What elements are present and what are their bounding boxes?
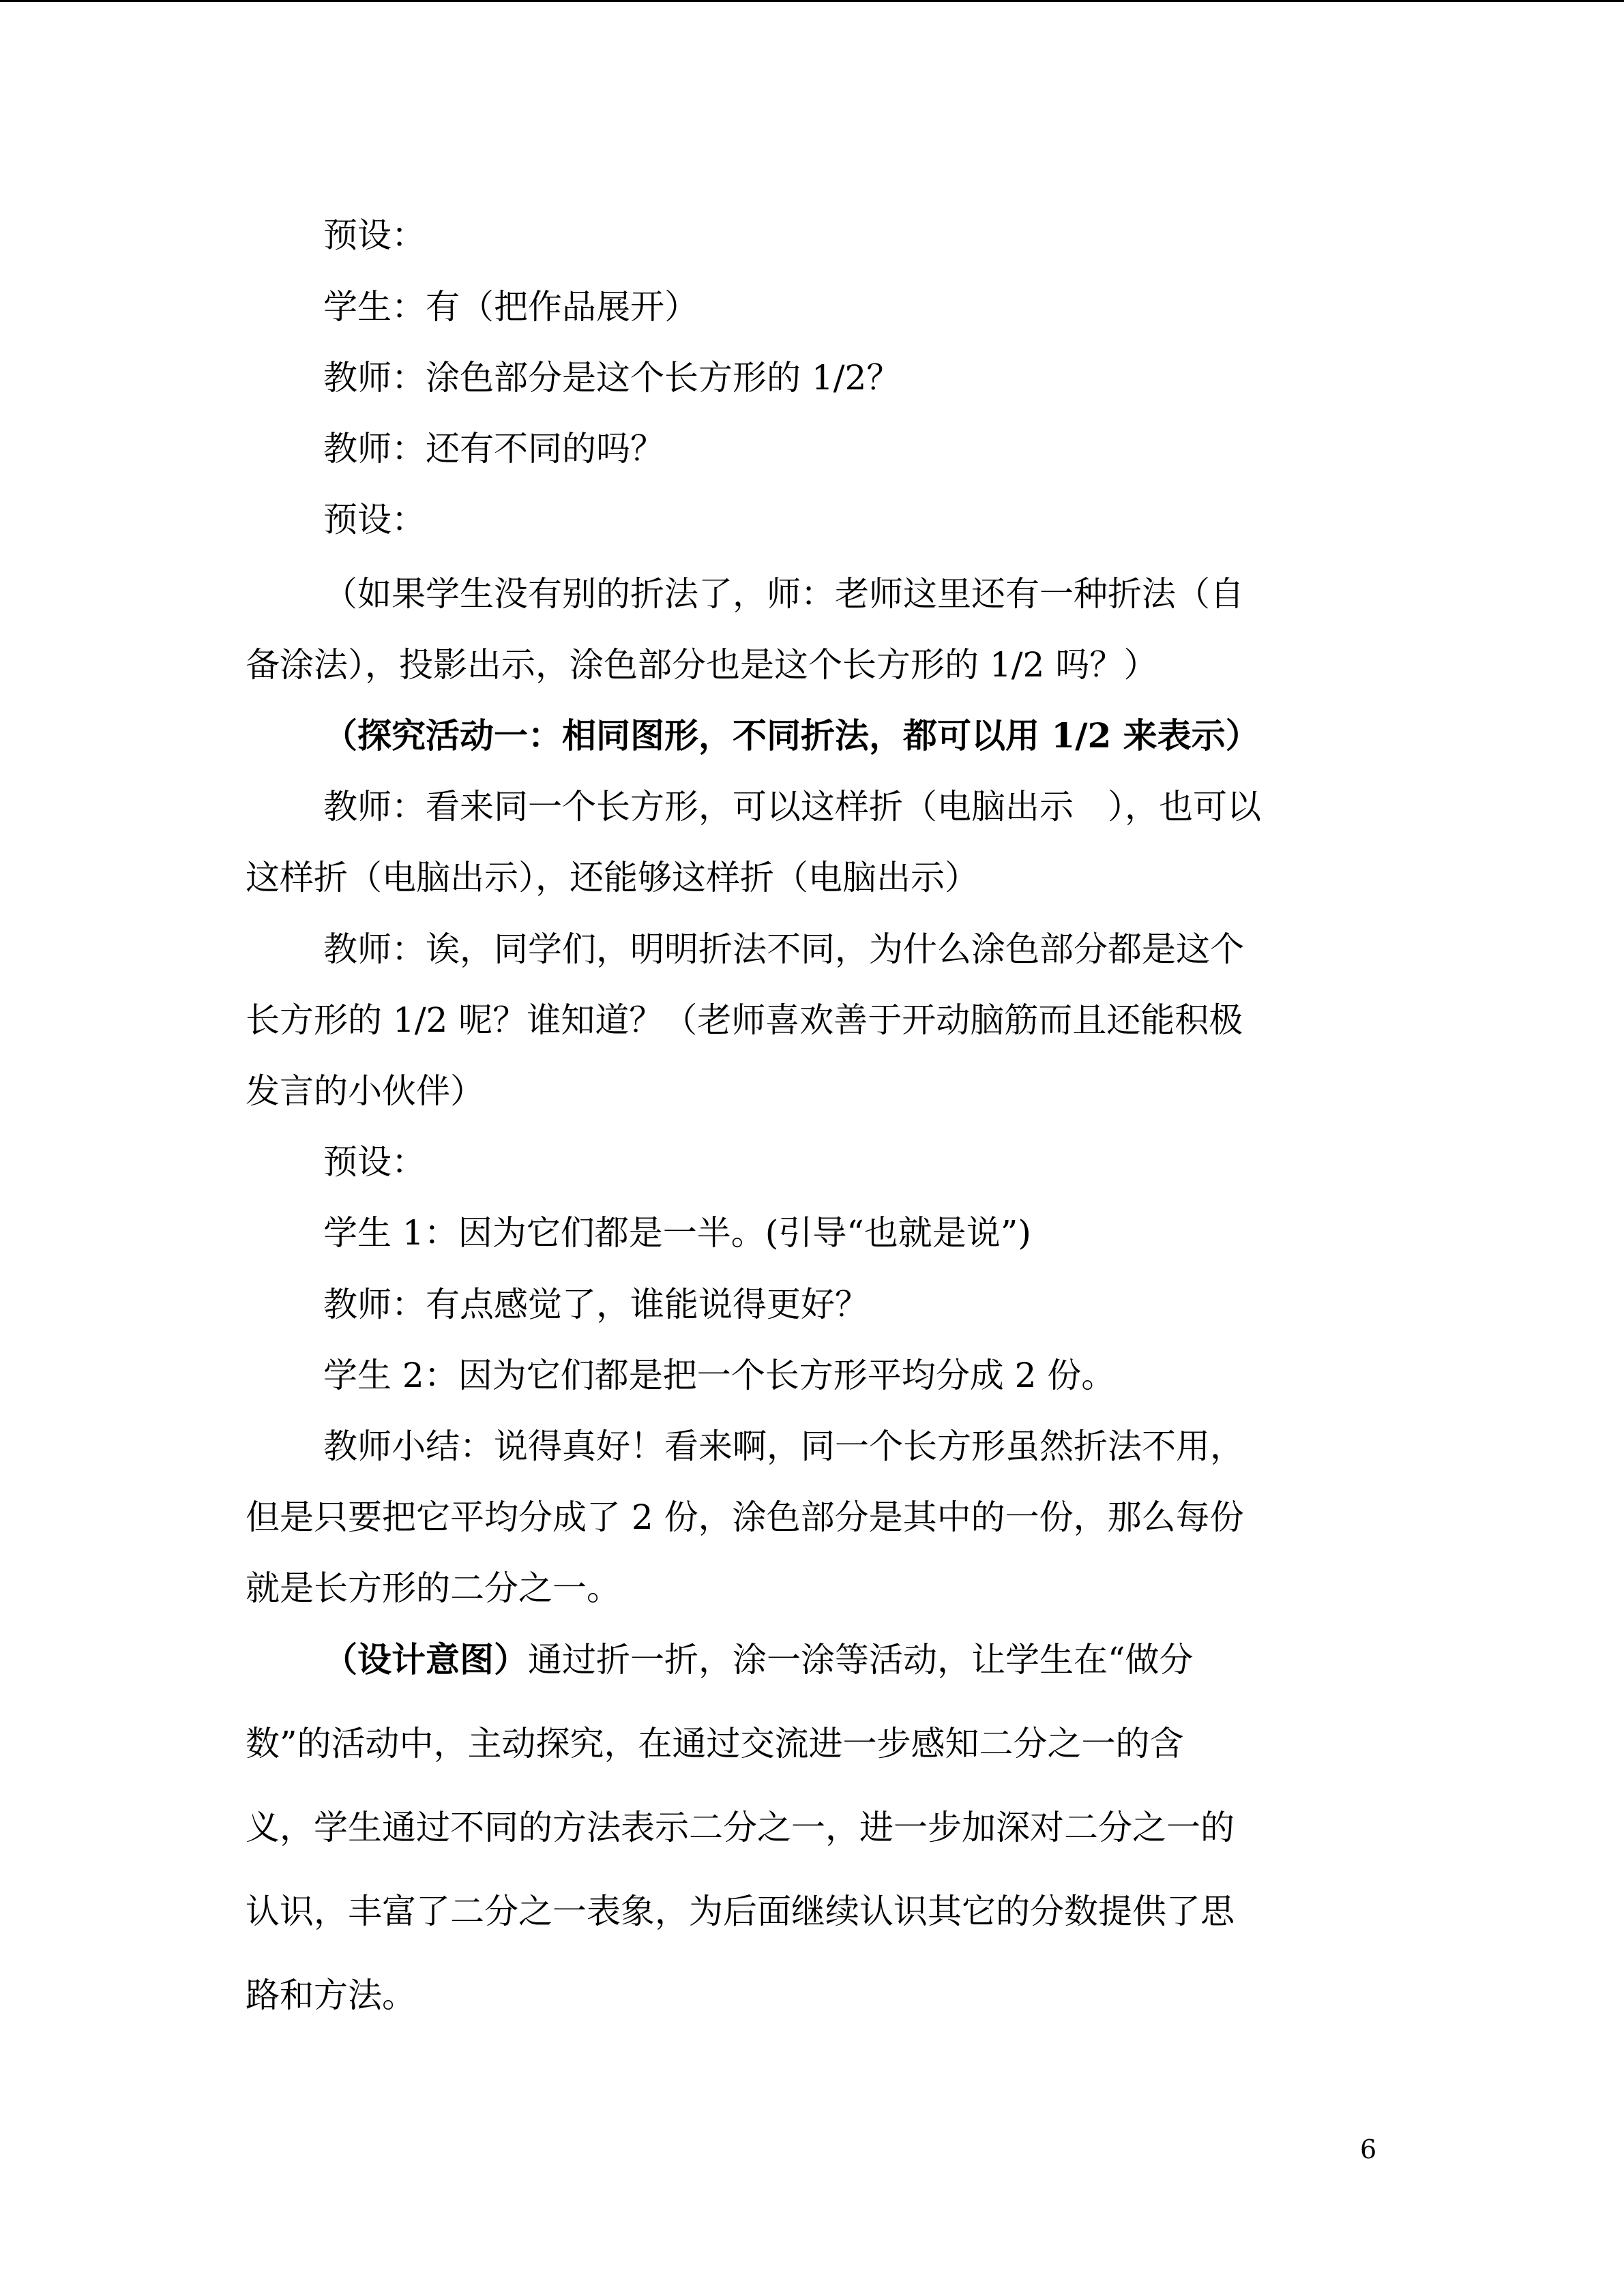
paragraph-line: 教师：有点感觉了，谁能说得更好？ [323,1285,869,1324]
paragraph-line [323,1639,1194,1680]
paragraph-line: 发言的小伙伴） [246,1071,484,1111]
paragraph-line: 这样折（电脑出示），还能够这样折（电脑出示） [246,858,979,897]
top-border-line [0,0,1624,2]
page-number: 6 [1360,2134,1377,2164]
paragraph-line: 就是长方形的二分之一。 [246,1568,621,1608]
paragraph-line: 长方形的 1/2 呢？谁知道？（老师喜欢善于开动脑筋而且还能积极 [246,1000,1243,1040]
paragraph-line: 学生 1：因为它们都是一半。(引导“也就是说”) [323,1213,1031,1253]
paragraph-line: 预设： [323,1142,426,1182]
activity-heading: （探究活动一：相同图形，不同折法，都可以用 1/2 来表示） [323,715,1260,756]
paragraph-line: 学生：有（把作品展开） [323,287,698,327]
paragraph-line: 数”的活动中，主动探究，在通过交流进一步感知二分之一的含 [246,1724,1184,1763]
paragraph-text: 通过折一折，涂一涂等活动，让学生在“做分 [528,1640,1194,1680]
paragraph-line: 教师小结：说得真好！看来啊，同一个长方形虽然折法不用， [323,1427,1244,1466]
paragraph-line: 义，学生通过不同的方法表示二分之一，进一步加深对二分之一的 [246,1808,1235,1847]
paragraph-text: 教师：看来同一个长方形，可以这样折（电脑出示 [323,787,1074,826]
paragraph-line: 备涂法），投影出示，涂色部分也是这个长方形的 1/2 吗？） [246,645,1158,685]
paragraph-line: 预设： [323,500,426,539]
paragraph-line: （如果学生没有别的折法了，师：老师这里还有一种折法（自 [323,574,1244,614]
paragraph-line: 教师：涂色部分是这个长方形的 1/2？ [323,358,901,398]
paragraph-line: 但是只要把它平均分成了 2 份，涂色部分是其中的一份，那么每份 [246,1497,1244,1537]
paragraph-line: 教师：还有不同的吗？ [323,429,664,468]
paragraph-line [323,786,1261,827]
paragraph-line: 认识，丰富了二分之一表象，为后面继续认识其它的分数提供了思 [246,1892,1235,1931]
paragraph-text: ），也可以 [1108,787,1261,826]
paragraph-line: 预设： [323,215,426,255]
design-intent-label: （设计意图） [323,1639,528,1680]
paragraph-line: 学生 2：因为它们都是把一个长方形平均分成 2 份。 [323,1356,1116,1395]
paragraph-line: 路和方法。 [246,1976,416,2015]
paragraph-line: 教师：诶，同学们，明明折法不同，为什么涂色部分都是这个 [323,929,1244,969]
